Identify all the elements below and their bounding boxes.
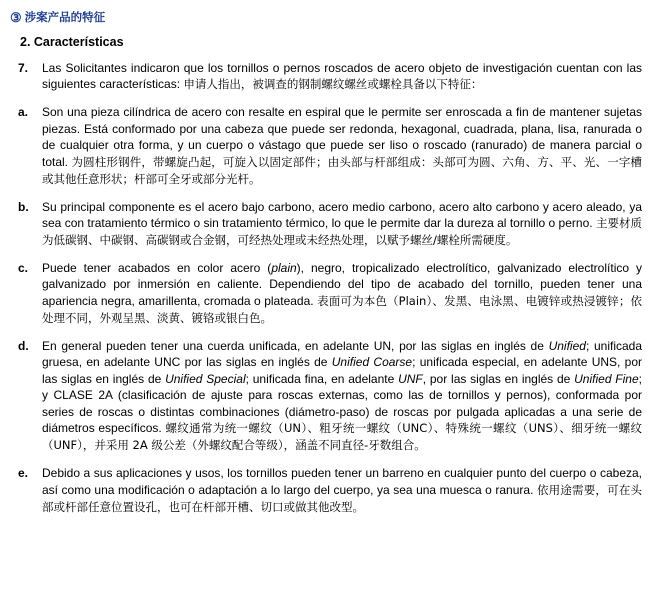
paragraph-marker: 7. — [18, 60, 29, 75]
paragraph-chinese: 为圆柱形钢件，带螺旋凸起，可旋入以固定部件；由头部与杆部组成：头部可为圆、六角、方、平、光、一字槽或其他任意形状；杆部可全牙或部分光杆。 — [42, 154, 642, 186]
paragraph-body — [42, 60, 644, 93]
paragraph-7 — [8, 60, 644, 93]
paragraph-e — [8, 465, 644, 515]
paragraph-body — [42, 260, 644, 327]
paragraph-body — [42, 104, 644, 187]
paragraph-body — [42, 338, 644, 454]
paragraph-chinese: 表面可为本色（Plain）、发黑、电泳黑、电镀锌或热浸镀锌；依处理不同，外观呈黑、淡黄、镀铬或银白色。 — [42, 294, 642, 325]
paragraph-body — [42, 465, 644, 515]
paragraph-chinese: 依用途需要，可在头部或杆部任意位置设孔，也可在杆部开槽、切口或做其他改型。 — [42, 482, 643, 514]
section-heading — [10, 10, 644, 26]
paragraph-spanish-rich: En general pueden tener una cuerda unificada, en adelante UN, por las siglas en inglés de Unified; unificada gruesa, en adelante UNC por las siglas en inglés de Unified Coarse; unificada especial, en adelante UNS, por las siglas en inglés de Unified Special; unificada fina, en adelante UNF, por las siglas en inglés de Unified Fine; y CLASE 2A (clasificación de ajuste para roscas externas, como las de tornillos y pernos), conformada por series de roscas o distintas combinaciones (diámetro-paso) de roscas por pulgada aplicadas a una serie de diámetros específicos. — [42, 338, 643, 436]
paragraph-marker: d. — [18, 338, 29, 353]
circled-number-icon: ③ — [10, 10, 22, 25]
paragraph-spanish: Debido a sus aplicaciones y usos, los tornillos pueden tener un barreno en cualquier punto del cuerpo o cabeza, así como una modificación o adaptación a lo largo del cuerpo, ya sea una muesca o ranura. — [42, 466, 642, 497]
paragraph-spanish-rich: Puede tener acabados en color acero (plain), negro, tropicalizado electrolítico, galvanizado electrolítico y galvanizado por inmersión en caliente. Dependiendo del tipo de acabado del tornillo, pueden tener una apariencia negra, amarillenta, cromada o plateada. — [42, 260, 643, 308]
paragraph-spanish: Su principal componente es el acero bajo carbono, acero medio carbono, acero alto carbono y acero aleado, ya sea con tratamiento térmico o sin tratamiento térmico, lo que le permite dar la dureza al tornillo o perno. — [42, 199, 642, 231]
paragraph-chinese: 申请人指出，被调查的钢制螺纹螺丝或螺栓具备以下特征： — [183, 77, 483, 92]
paragraph-c — [8, 260, 644, 327]
paragraph-marker: b. — [18, 199, 29, 214]
paragraph-b — [8, 199, 644, 249]
paragraph-marker: a. — [18, 105, 29, 120]
section-heading-text: 涉案产品的特征 — [24, 10, 106, 24]
paragraph-marker: e. — [18, 466, 29, 481]
paragraph-marker: c. — [18, 260, 29, 275]
subsection-heading: 2. Características — [20, 35, 124, 50]
paragraph-body — [42, 199, 644, 249]
paragraph-chinese: 螺纹通常为统一螺纹（UN）、粗牙统一螺纹（UNC）、特殊统一螺纹（UNS）、细牙统一螺纹（UNF），并采用 2A 级公差（外螺纹配合等级），涵盖不同直径-牙数组合。 — [42, 421, 642, 453]
paragraph-a — [8, 104, 644, 187]
paragraph-spanish: Son una pieza cilíndrica de acero con resalte en espiral que le permite ser enroscada a fin de mantener sujetas piezas. Está conformado por una cabeza que puede ser redonda, hexagonal, cuadrada, plana, lisa, ranurada o de cualquier otra forma, y un cuerpo o vástago que puede ser liso o roscado (ranurado) de manera parcial o total. — [42, 105, 642, 169]
paragraph-d — [8, 338, 644, 454]
paragraph-spanish: Las Solicitantes indicaron que los tornillos o pernos roscados de acero objeto de investigación cuentan con las siguientes características: — [42, 60, 642, 92]
paragraph-chinese: 主要材质为低碳钢、中碳钢、高碳钢或合金钢，可经热处理或未经热处理，以赋予螺丝/螺栓所需硬度。 — [42, 216, 643, 248]
